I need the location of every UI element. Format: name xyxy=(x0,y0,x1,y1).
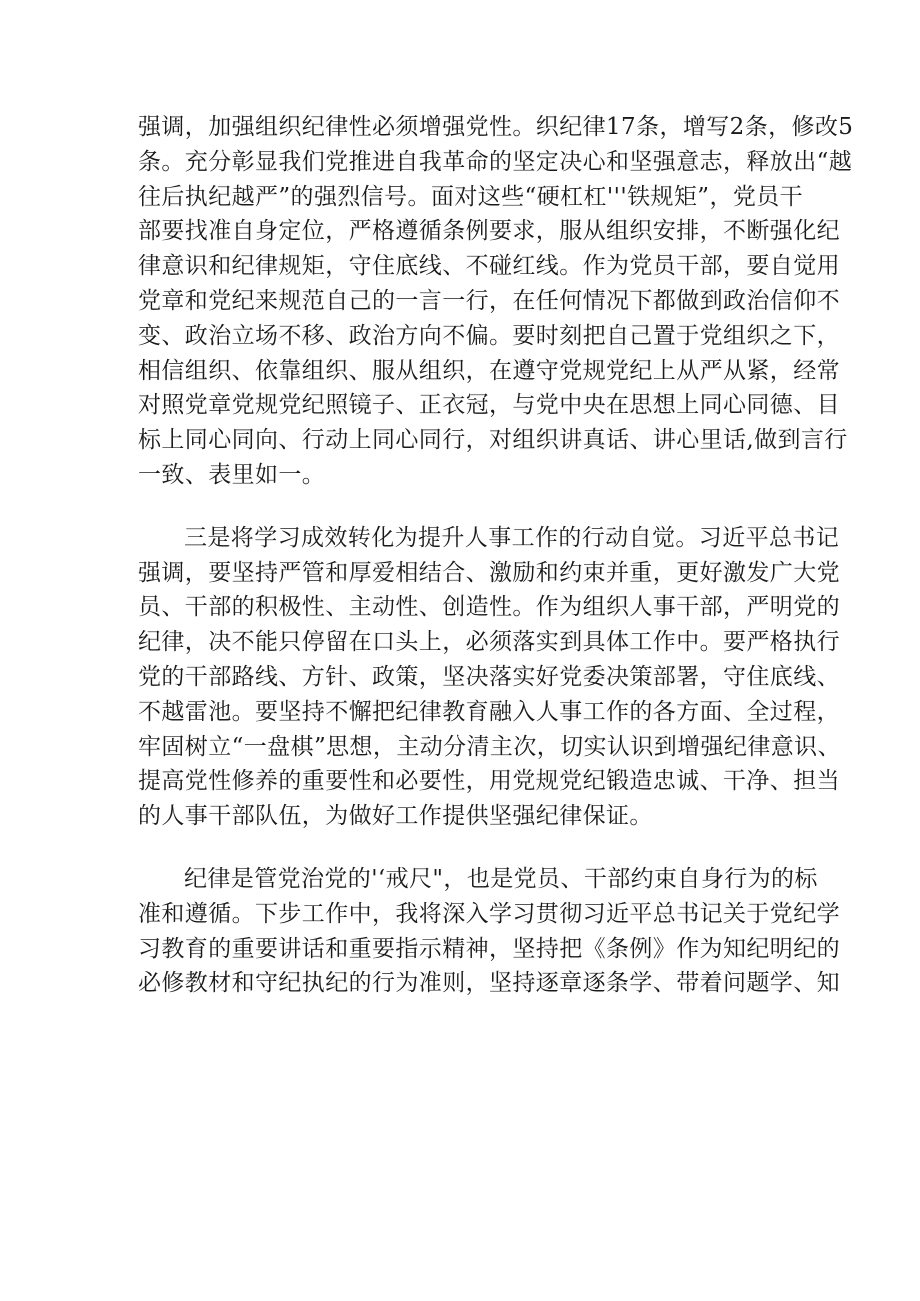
text-line: 必修教材和守纪执纪的行为准则，坚持逐章逐条学、带着问题学、知 xyxy=(138,970,840,997)
text-line: 纪律是管党治党的'‘戒尺"，也是党员、干部约束自身行为的标 xyxy=(184,865,818,892)
text-line: 律意识和纪律规矩，守住底线、不碰红线。作为党员干部，要自觉用 xyxy=(138,253,840,280)
text-line: 对照党章党规党纪照镜子、正衣冠，与党中央在思想上同心同德、目 xyxy=(138,392,840,419)
text-line: 员、干部的积极性、主动性、创造性。作为组织人事干部，严明党的 xyxy=(138,594,840,621)
text-line: 党章和党纪来规范自己的一言一行，在任何情况下都做到政治信仰不 xyxy=(138,287,840,314)
paragraph-discipline-ruler xyxy=(138,862,840,1001)
text-line: 的人事干部队伍，为做好工作提供坚强纪律保证。 xyxy=(138,803,653,830)
paragraph-discipline-party-spirit xyxy=(138,110,854,493)
text-line: 纪律，决不能只停留在口头上，必须落实到具体工作中。要严格执行 xyxy=(138,629,840,656)
text-line: 习教育的重要讲话和重要指示精神，坚持把《条例》作为知纪明纪的 xyxy=(138,935,840,962)
document-body xyxy=(138,110,854,1001)
text-line: 提高党性修养的重要性和必要性，用党规党纪锻造忠诚、干净、担当 xyxy=(138,768,840,795)
text-line: 不越雷池。要坚持不懈把纪律教育融入人事工作的各方面、全过程， xyxy=(138,698,840,725)
text-line: 三是将学习成效转化为提升人事工作的行动自觉。习近平总书记 xyxy=(184,524,840,551)
text-line: 强调，要坚持严管和厚爱相结合、激励和约束并重，更好激发广大党 xyxy=(138,559,840,586)
text-line: 牢固树立“一盘棋”思想，主动分清主次，切实认识到增强纪律意识、 xyxy=(138,733,841,760)
text-line: 往后执纪越严”的强烈信号。面对这些“硬杠杠'''铁规矩”，党员干 xyxy=(138,183,804,210)
text-line: 相信组织、依靠组织、服从组织，在遵守党规党纪上从严从紧，经常 xyxy=(138,357,840,384)
text-line: 标上同心同向、行动上同心同行，对组织讲真话、讲心里话,做到言行 xyxy=(138,427,848,454)
paragraph-point-three xyxy=(138,521,841,834)
text-line: 一致、表里如一。 xyxy=(138,461,326,488)
text-line: 强调，加强组织纪律性必须增强党性。织纪律17条，增写2条，修改5 xyxy=(138,114,854,140)
text-line: 党的干部路线、方针、政策，坚决落实好党委决策部署，守住底线、 xyxy=(138,663,840,690)
text-line: 准和遵循。下步工作中，我将深入学习贯彻习近平总书记关于党纪学 xyxy=(138,900,840,927)
text-line: 部要找准自身定位，严格遵循条例要求，服从组织安排，不断强化纪 xyxy=(138,218,840,245)
text-line: 条。充分彰显我们党推进自我革命的坚定决心和坚强意志，释放出“越 xyxy=(138,148,853,175)
text-line: 变、政治立场不移、政治方向不偏。要时刻把自己置于党组织之下， xyxy=(138,322,840,349)
